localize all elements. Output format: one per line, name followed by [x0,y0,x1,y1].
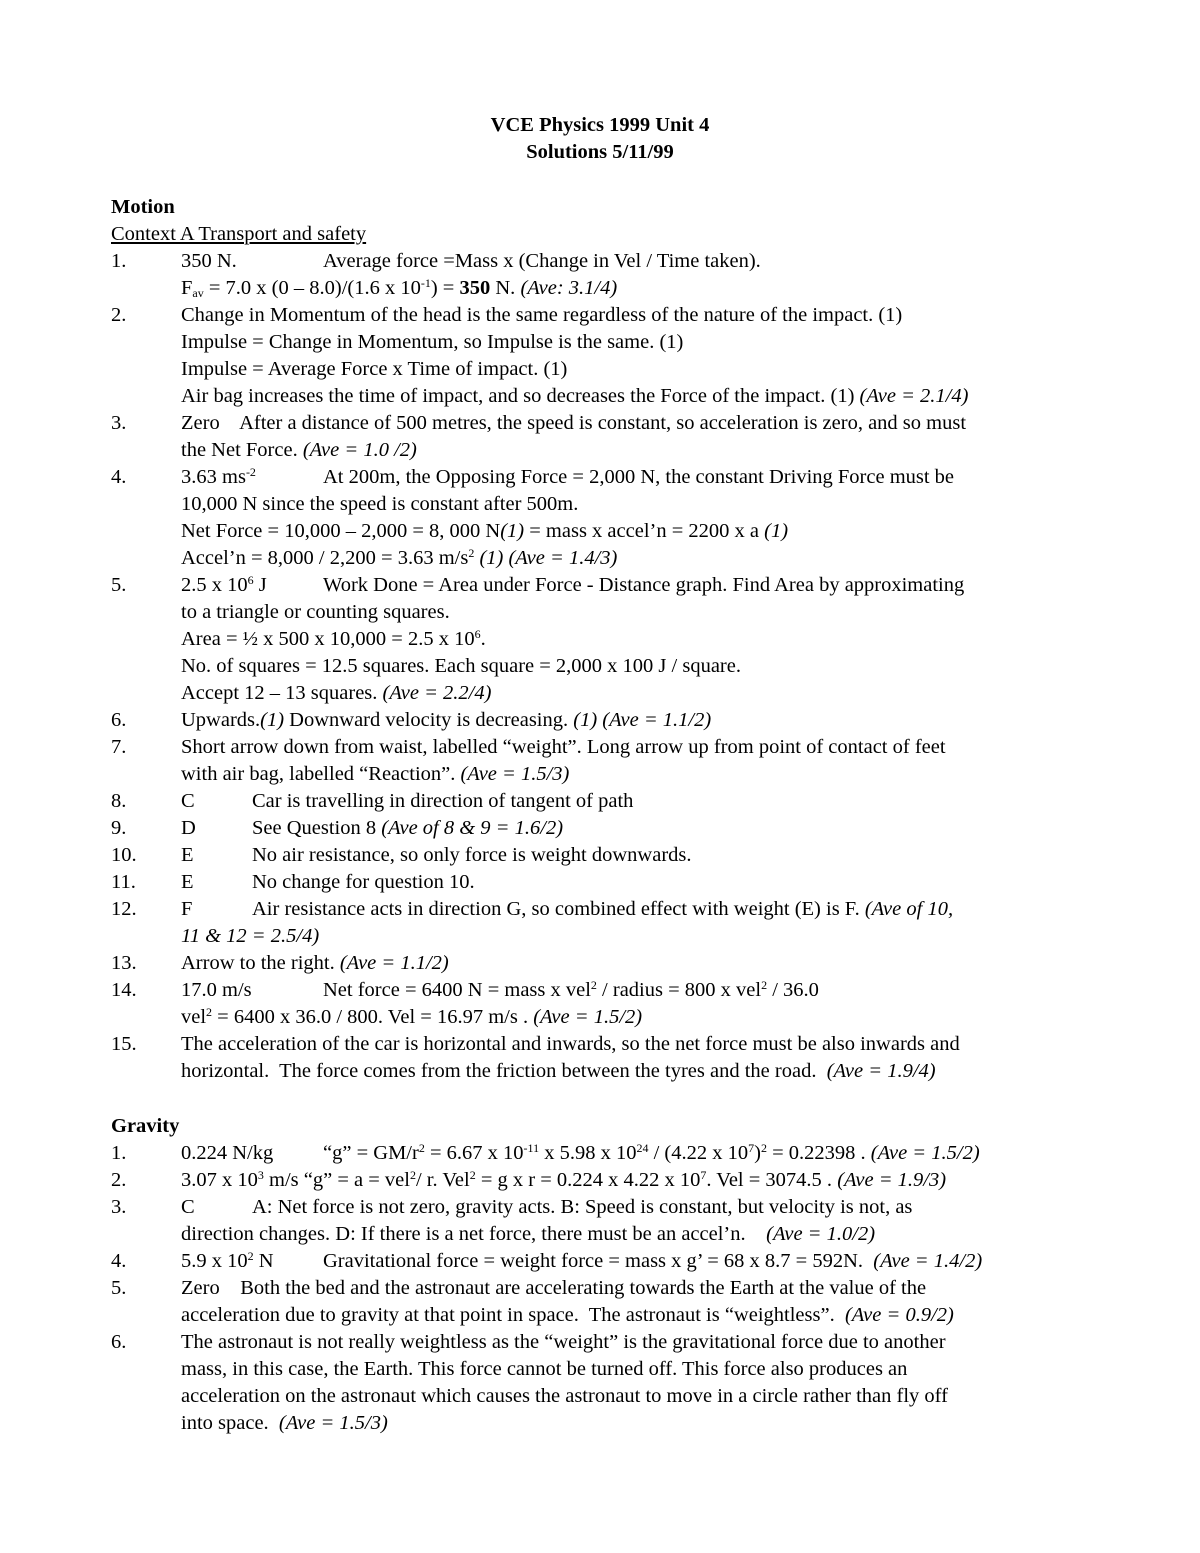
page-subtitle: Solutions 5/11/99 [526,141,674,163]
motion-heading: Motion [111,196,175,218]
page-title: VCE Physics 1999 Unit 4 [490,114,710,136]
gravity-q6-line2: mass, in this case, the Earth. This force cannot be turned off. This force also produces an [181,1358,908,1380]
gravity-q6-line3: acceleration on the astronaut which causes the astronaut to move in a circle rather than fly off [181,1385,948,1407]
motion-q5-line3: Area = ½ x 500 x 10,000 = 2.5 x $10^6$. [181,627,486,650]
motion-q4-number: 4. [111,466,127,488]
motion-q15-line1: The acceleration of the car is horizontal and inwards, so the net force must be also inwards and [181,1033,960,1055]
motion-q5-line4: No. of squares = 12.5 squares. Each square = 2,000 x 100 J / square. [181,655,741,677]
motion-q4-working: At 200m, the Opposing Force = 2,000 N, the constant Driving Force must be [323,466,955,488]
gravity-q5-number: 5. [111,1277,127,1299]
motion-q4-line4: Accel’n = 8,000 / 2,200 = 3.63 $m/s^2$ (1) (Ave = 1.4/3) [181,546,618,569]
motion-q9-working: See Question 8 (Ave of 8 & 9 = 1.6/2) [252,817,564,839]
motion-q15-line2: horizontal. The force comes from the friction between the tyres and the road. (Ave = 1.9/4) [181,1060,936,1082]
gravity-q2-line1: 3.07 x $10^3$ m/s “g” = a = vel$^2$/ r. Vel$^2$ = g x r = 0.224 x 4.22 x $10^7$. Vel = 3074.5 . (Ave = 1.9/3) [181,1168,947,1191]
motion-q1-working: Average force =Mass x (Change in Vel / Time taken). [323,250,761,272]
motion-q2-line2: Impulse = Change in Momentum, so Impulse is the same. (1) [181,331,684,353]
gravity-q3-answer: C [181,1196,195,1218]
gravity-q1-working: “g” = $GM/r^2 = 6.67$ x $10^{-11}$ x 5.98 x $10^{24} / (4.22$ x $10^7)^2 = 0.22398$ . (Ave = 1.5/2) [323,1141,980,1164]
motion-q5-answer: 2.5 x $10^6$ J [181,573,267,596]
motion-q5-number: 5. [111,574,127,596]
motion-q14-answer: 17.0 m/s [181,979,252,1001]
gravity-q6-line1: The astronaut is not really weightless as the “weight” is the gravitational force due to another [181,1331,946,1353]
gravity-q3-working: A: Net force is not zero, gravity acts. B: Speed is constant, but velocity is not, as [252,1196,913,1218]
motion-q7-line1: Short arrow down from waist, labelled “weight”. Long arrow up from point of contact of feet [181,736,946,758]
motion-q8-working: Car is travelling in direction of tangent of path [252,790,634,812]
motion-q12-working: Air resistance acts in direction G, so combined effect with weight (E) is F. (Ave of 10, [252,898,954,920]
motion-q11-working: No change for question 10. [252,871,475,893]
motion-q13-number: 13. [111,952,137,974]
gravity-q5-line1: Zero Both the bed and the astronaut are accelerating towards the Earth at the value of the [181,1277,927,1299]
gravity-q5-line2: acceleration due to gravity at that point in space. The astronaut is “weightless”. (Ave = 0.9/2) [181,1304,954,1326]
motion-q5-line2: to a triangle or counting squares. [181,601,450,623]
context-heading: Context A Transport and safety [111,223,367,245]
gravity-q3-number: 3. [111,1196,127,1218]
motion-q8-answer: C [181,790,195,812]
motion-q10-number: 10. [111,844,137,866]
motion-q6-number: 6. [111,709,127,731]
motion-q1-answer: 350 N. [181,250,237,272]
motion-q2-number: 2. [111,304,127,326]
motion-q1-line2: $F_{av} = 7.0$ x (0 – 8.0)/(1.6 x $10^{-1}) = 350$ N. (Ave: 3.1/4) [181,276,618,300]
motion-q1-number: 1. [111,250,127,272]
motion-q10-working: No air resistance, so only force is weight downwards. [252,844,692,866]
motion-q14-line2: vel$^2$ = 6400 x 36.0 / 800. Vel = 16.97 m/s . (Ave = 1.5/2) [181,1005,643,1028]
motion-q6-line1: Upwards.(1) Downward velocity is decreasing. (1) (Ave = 1.1/2) [181,709,712,731]
motion-q3-line1: Zero After a distance of 500 metres, the speed is constant, so acceleration is zero, and so must [181,412,967,434]
motion-q7-number: 7. [111,736,127,758]
gravity-q4-number: 4. [111,1250,127,1272]
motion-q10-answer: E [181,844,194,866]
motion-q4-line3: Net Force = 10,000 – 2,000 = 8, 000 N(1) = mass x accel’n = 2200 x a (1) [181,520,789,542]
gravity-q3-line2: direction changes. D: If there is a net force, there must be an accel’n. (Ave = 1.0/2) [181,1223,876,1245]
motion-q12-number: 12. [111,898,137,920]
motion-q9-answer: D [181,817,196,839]
motion-q15-number: 15. [111,1033,137,1055]
motion-q13-line1: Arrow to the right. (Ave = 1.1/2) [181,952,449,974]
motion-q5-line5: Accept 12 – 13 squares. (Ave = 2.2/4) [181,682,492,704]
motion-q3-line2: the Net Force. (Ave = 1.0 /2) [181,439,417,461]
motion-q2-line3: Impulse = Average Force x Time of impact. (1) [181,358,568,380]
gravity-q1-number: 1. [111,1142,127,1164]
motion-q12-answer: F [181,898,193,920]
motion-q14-number: 14. [111,979,137,1001]
gravity-q1-answer: 0.224 N/kg [181,1142,274,1164]
motion-q7-line2: with air bag, labelled “Reaction”. (Ave = 1.5/3) [181,763,570,785]
gravity-q2-number: 2. [111,1169,127,1191]
motion-q11-answer: E [181,871,194,893]
motion-q14-working: Net force = 6400 N = mass x vel$^2$ / radius = 800 x vel$^2$ / 36.0 [323,978,819,1001]
gravity-q4-working: Gravitational force = weight force = mass x g’ = 68 x 8.7 = 592N. (Ave = 1.4/2) [323,1250,983,1272]
motion-q2-line4: Air bag increases the time of impact, and so decreases the Force of the impact. (1) (Ave = 2.1/4) [181,385,969,407]
gravity-q6-line4: into space. (Ave = 1.5/3) [181,1412,388,1434]
gravity-q6-number: 6. [111,1331,127,1353]
motion-q11-number: 11. [111,871,136,893]
gravity-heading: Gravity [111,1115,180,1137]
gravity-q4-answer: 5.9 x $10^2$ N [181,1249,274,1272]
motion-q2-line1: Change in Momentum of the head is the same regardless of the nature of the impact. (1) [181,304,903,326]
motion-q4-line2: 10,000 N since the speed is constant after 500m. [181,493,579,515]
motion-q12-line2: 11 & 12 = 2.5/4) [181,925,320,947]
motion-q3-number: 3. [111,412,127,434]
motion-q4-answer: 3.63 $ms^{-2}$ [181,465,256,488]
motion-q9-number: 9. [111,817,127,839]
motion-q8-number: 8. [111,790,127,812]
motion-q5-working: Work Done = Area under Force - Distance graph. Find Area by approximating [323,574,965,596]
